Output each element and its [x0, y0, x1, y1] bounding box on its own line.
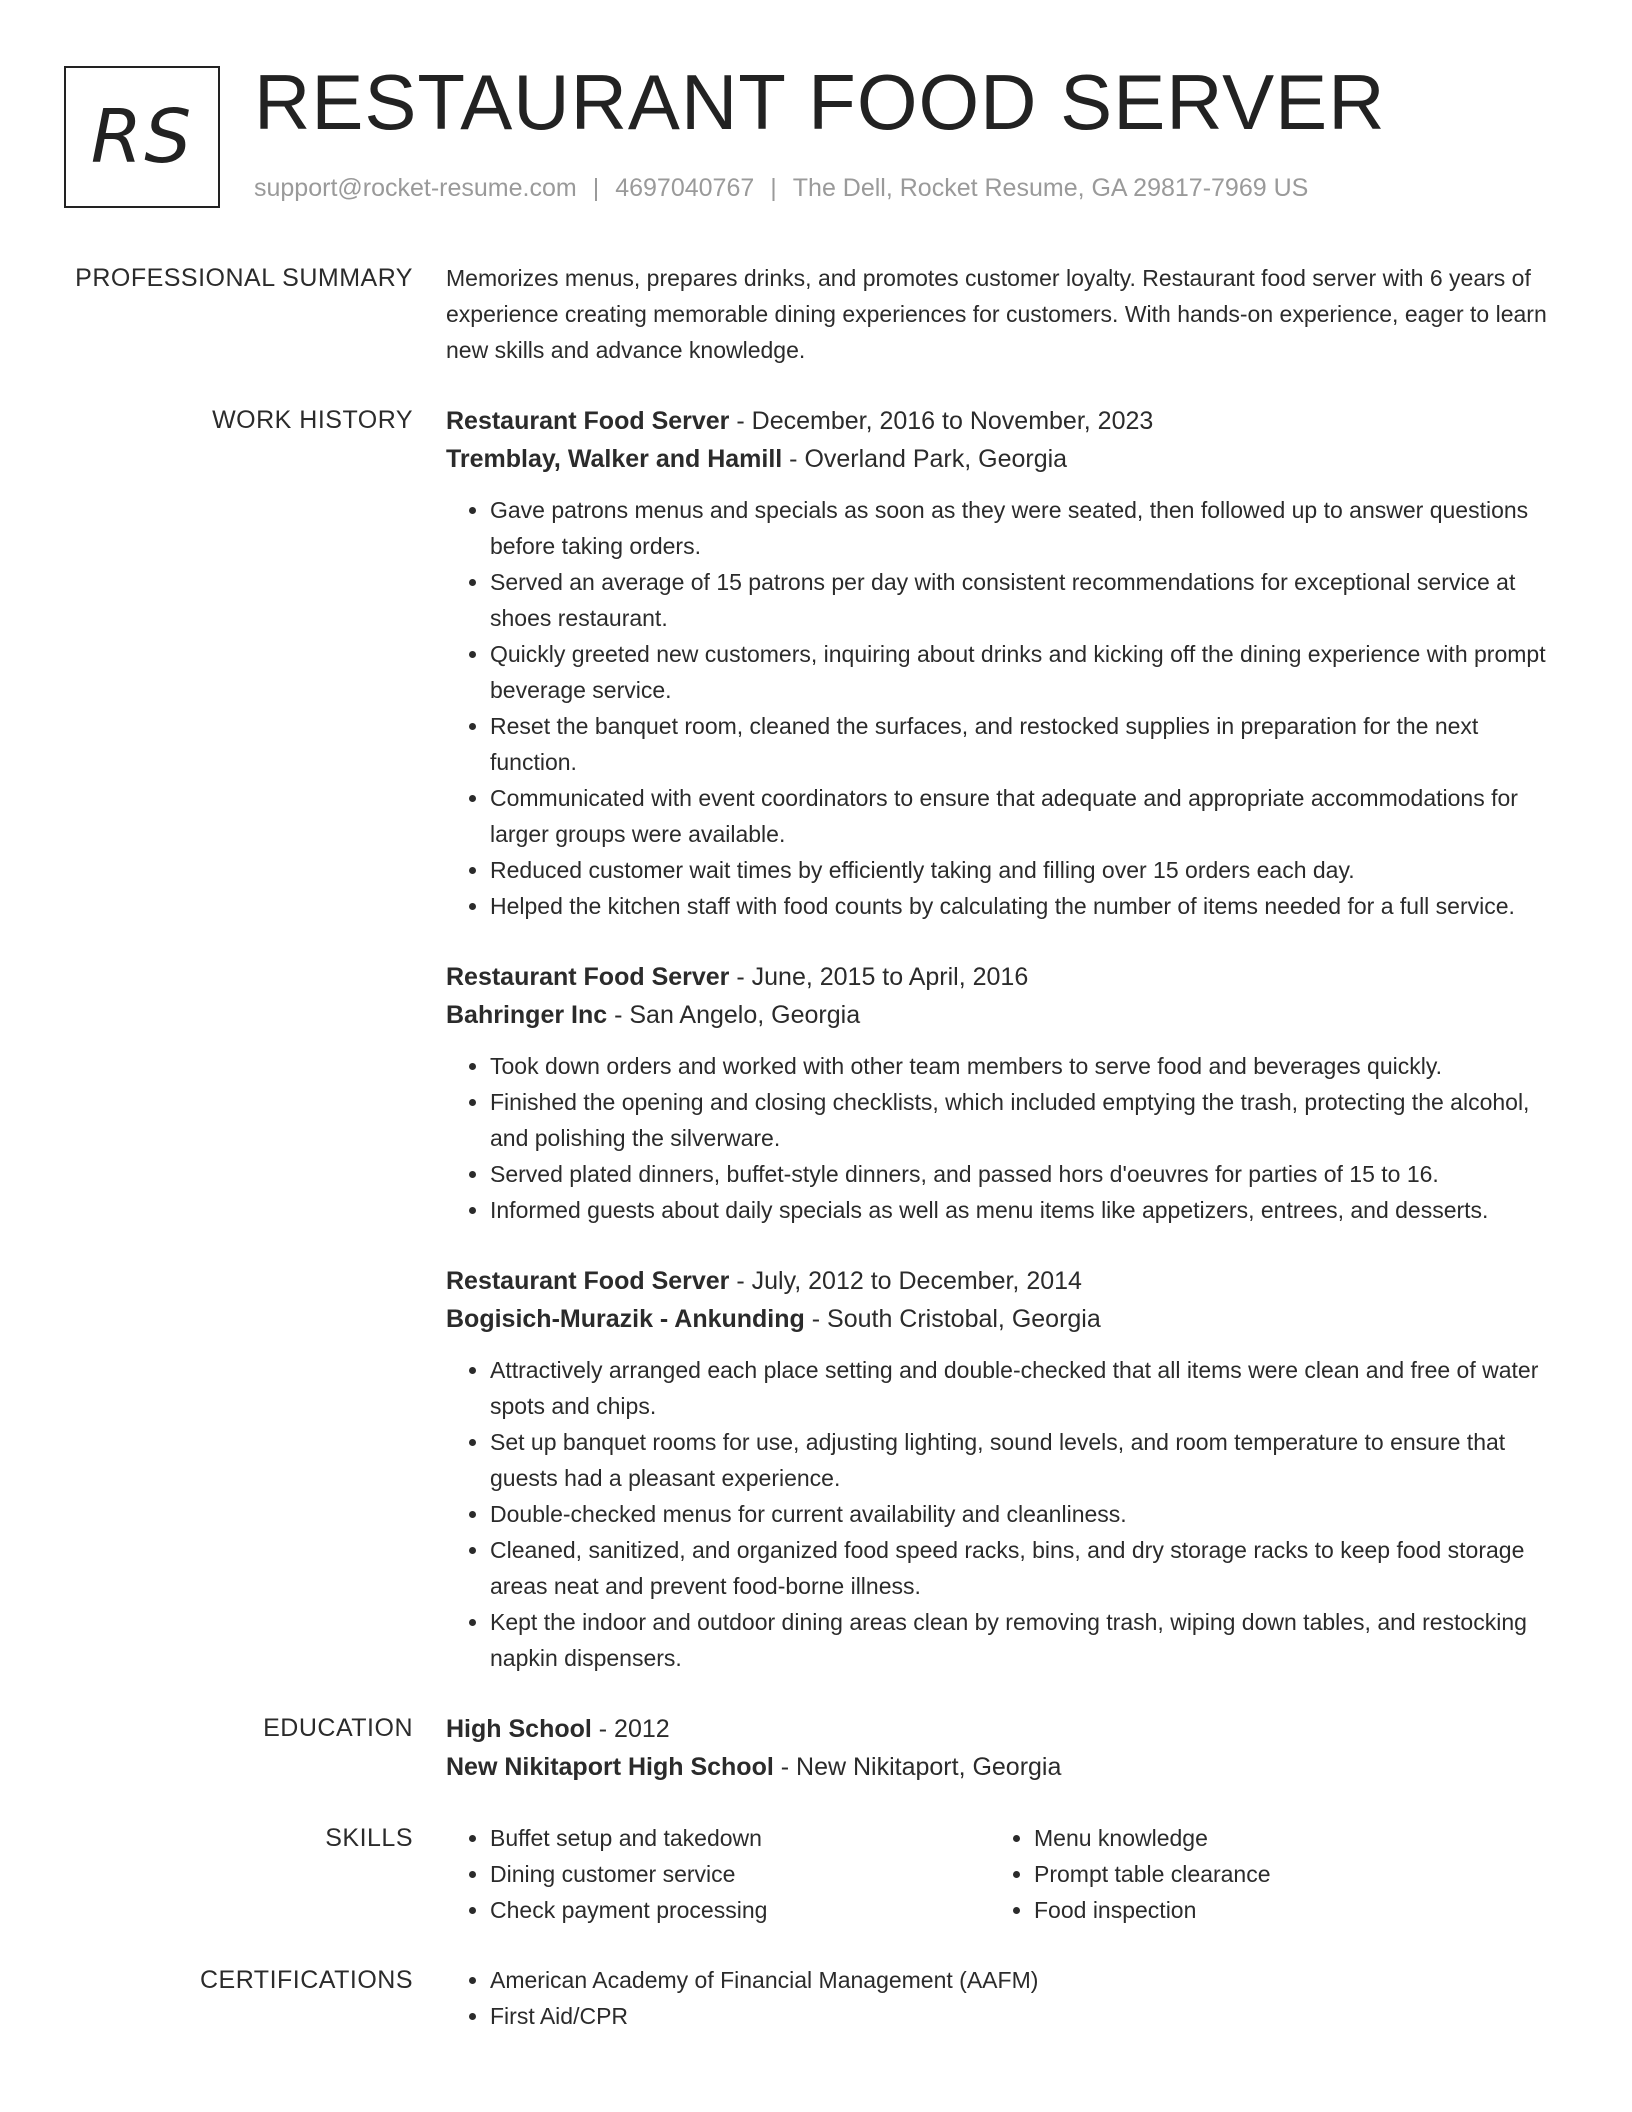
- contact-separator: |: [592, 174, 600, 202]
- job-bullet: • Gave patrons menus and specials as soon as they were seated, then followed up to answer questions before taking orders.: [490, 492, 1556, 564]
- education-year: - 2012: [591, 1715, 670, 1743]
- certifications-list: [446, 1962, 1556, 2034]
- job-bullet: • Helped the kitchen staff with food counts by calculating the number of items needed for a full service.: [490, 888, 1556, 924]
- job-company-line: [446, 1300, 1556, 1338]
- skill-item: • Check payment processing: [490, 1892, 990, 1928]
- contact-address: The Dell, Rocket Resume, GA 29817-7969 US: [792, 174, 1309, 202]
- job-company-line: [446, 440, 1556, 478]
- monogram-initials: RS: [90, 94, 194, 180]
- job-bullet: • Served plated dinners, buffet-style dinners, and passed hors d'oeuvres for parties of 15 to 16.: [490, 1156, 1556, 1192]
- job-dates: - July, 2012 to December, 2014: [729, 1267, 1082, 1295]
- skill-item: • Prompt table clearance: [1034, 1856, 1534, 1892]
- job-bullet: • Reset the banquet room, cleaned the surfaces, and restocked supplies in preparation for the next function.: [490, 708, 1556, 780]
- skills-section: [0, 1820, 1632, 1928]
- summary-section: [0, 260, 1632, 368]
- education-location: - New Nikitaport, Georgia: [773, 1753, 1062, 1781]
- resume-sections: [0, 260, 1632, 2068]
- skill-item: • Dining customer service: [490, 1856, 990, 1892]
- skills-column-right: [990, 1820, 1534, 1928]
- job-bullet: • Communicated with event coordinators to ensure that adequate and appropriate accommodations for larger groups were available.: [490, 780, 1556, 852]
- education-degree: High School: [446, 1715, 592, 1743]
- job-title: Restaurant Food Server: [446, 1267, 730, 1295]
- job-bullet: • Reduced customer wait times by efficiently taking and filling over 15 orders each day.: [490, 852, 1556, 888]
- skill-item: • Menu knowledge: [1034, 1820, 1534, 1856]
- job-bullet: • Kept the indoor and outdoor dining areas clean by removing trash, wiping down tables, and restocking napkin dispensers.: [490, 1604, 1556, 1676]
- job-entry: [446, 1262, 1556, 1676]
- job-bullet: • Quickly greeted new customers, inquiring about drinks and kicking off the dining experience with prompt beverage service.: [490, 636, 1556, 708]
- job-location: - Overland Park, Georgia: [782, 445, 1068, 473]
- education-school: New Nikitaport High School: [446, 1753, 774, 1781]
- job-bullet: • Set up banquet rooms for use, adjusting lighting, sound levels, and room temperature to ensure that guests had a pleasant experience.: [490, 1424, 1556, 1496]
- job-location: - South Cristobal, Georgia: [804, 1305, 1101, 1333]
- certifications-body: [446, 1962, 1556, 2034]
- job-company: Bahringer Inc: [446, 1001, 608, 1029]
- work-history-body: [446, 402, 1556, 1676]
- job-title: Restaurant Food Server: [446, 407, 730, 435]
- job-company-line: [446, 996, 1556, 1034]
- section-heading: EDUCATION: [263, 1714, 413, 1742]
- job-company: Tremblay, Walker and Hamill: [446, 445, 783, 473]
- education-section: [0, 1710, 1632, 1786]
- job-title: Restaurant Food Server: [446, 963, 730, 991]
- job-entry: [446, 958, 1556, 1228]
- job-title-line: [446, 402, 1556, 440]
- skill-item: • Food inspection: [1034, 1892, 1534, 1928]
- education-degree-line: [446, 1710, 1556, 1748]
- job-bullet: • Finished the opening and closing checklists, which included emptying the trash, protecting the alcohol, and polishing the silverware.: [490, 1084, 1556, 1156]
- contact-line: [254, 174, 1308, 203]
- monogram-box: [64, 66, 220, 208]
- job-title-line: [446, 958, 1556, 996]
- contact-separator: |: [770, 174, 777, 202]
- resume-title: RESTAURANT FOOD SERVER: [254, 58, 1386, 146]
- job-dates: - December, 2016 to November, 2023: [729, 407, 1154, 435]
- certifications-section: [0, 1962, 1632, 2034]
- job-dates: - June, 2015 to April, 2016: [729, 963, 1029, 991]
- education-body: [446, 1710, 1556, 1786]
- section-heading: CERTIFICATIONS: [199, 1966, 413, 1994]
- section-heading: SKILLS: [325, 1824, 413, 1852]
- job-company: Bogisich-Murazik - Ankunding: [446, 1305, 805, 1333]
- job-bullet: • Served an average of 15 patrons per day with consistent recommendations for exceptional service at shoes restaurant.: [490, 564, 1556, 636]
- certification-item: • First Aid/CPR: [490, 1998, 1556, 2034]
- job-bullet: • Double-checked menus for current availability and cleanliness.: [490, 1496, 1556, 1532]
- job-bullets: [446, 492, 1556, 924]
- job-entry: [446, 402, 1556, 924]
- contact-phone[interactable]: 4697040767: [615, 174, 755, 202]
- certification-item: • American Academy of Financial Management (AAFM): [490, 1962, 1556, 1998]
- work-history-section: [0, 402, 1632, 1676]
- contact-email[interactable]: support@rocket-resume.com: [254, 174, 577, 202]
- summary-text: Memorizes menus, prepares drinks, and promotes customer loyalty. Restaurant food server with 6 years of experience creating memorable dining experiences for customers. With hands-on experience, eager to learn new skills and advance knowledge.: [446, 265, 1547, 363]
- skill-item: • Buffet setup and takedown: [490, 1820, 990, 1856]
- job-title-line: [446, 1262, 1556, 1300]
- section-heading: PROFESSIONAL SUMMARY: [75, 264, 413, 292]
- job-location: - San Angelo, Georgia: [607, 1001, 861, 1029]
- job-bullet: • Informed guests about daily specials as well as menu items like appetizers, entrees, and desserts.: [490, 1192, 1556, 1228]
- job-bullet: • Took down orders and worked with other team members to serve food and beverages quickly.: [490, 1048, 1556, 1084]
- skills-body: [446, 1820, 1556, 1928]
- section-heading: WORK HISTORY: [212, 406, 413, 434]
- job-bullets: [446, 1352, 1556, 1676]
- job-bullet: • Cleaned, sanitized, and organized food speed racks, bins, and dry storage racks to keep food storage areas neat and prevent food-borne illness.: [490, 1532, 1556, 1604]
- job-bullet: • Attractively arranged each place setting and double-checked that all items were clean and free of water spots and chips.: [490, 1352, 1556, 1424]
- skills-column-left: [446, 1820, 990, 1928]
- job-bullets: [446, 1048, 1556, 1228]
- education-school-line: [446, 1748, 1556, 1786]
- summary-body: [446, 260, 1556, 368]
